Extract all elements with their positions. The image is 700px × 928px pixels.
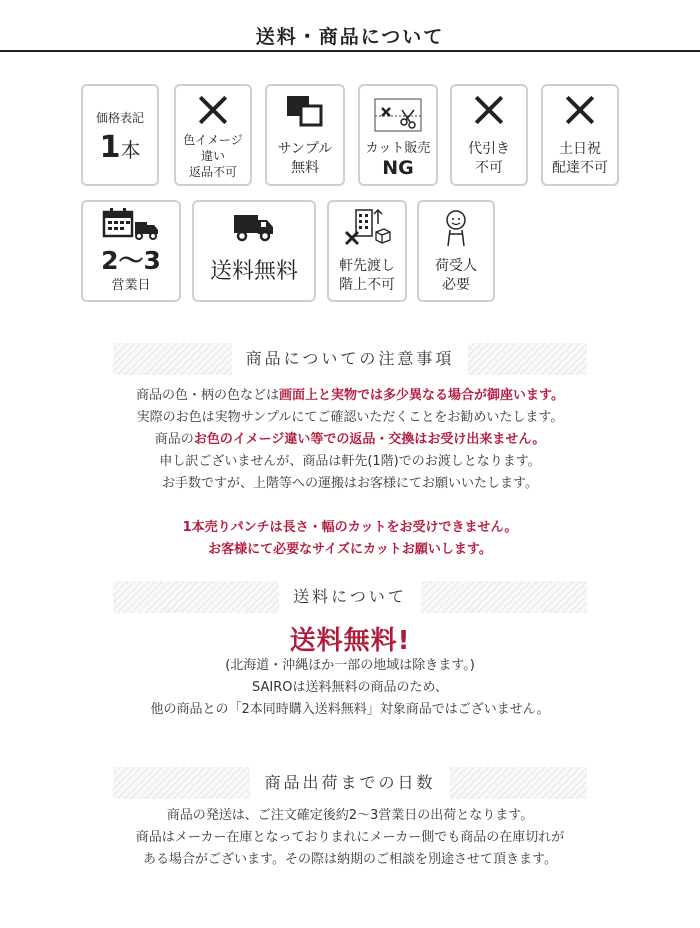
price-label: 価格表記 (95, 111, 144, 125)
truck-icon (232, 212, 276, 242)
receiver-text: 荷受人 必要 (435, 258, 477, 293)
delivery-heading: 商品出荷までの日数 (250, 767, 449, 799)
delivery-heading-band (113, 767, 587, 799)
tile-shipping-days (81, 200, 181, 302)
delivery-line-1: 商品の発送は、ご注文確定後約2〜3営業日の出荷となります。 (166, 808, 534, 823)
building-box-icon (342, 208, 392, 248)
calendar-truck-icon (102, 206, 160, 240)
delivery-line-2: 商品はメーカー在庫となっておりまれにメーカー側でも商品の在庫切れが (135, 830, 565, 845)
title-divider (0, 50, 700, 52)
notice-heading-band (113, 343, 587, 375)
notice-red-line-2: お客様にて必要なサイズにカットお願いします。 (208, 542, 492, 557)
tile-cut-sale-ng (358, 84, 438, 186)
person-icon (441, 208, 471, 248)
shipping-days-label: 営業日 (111, 278, 151, 293)
tile-weekend-no-delivery (541, 84, 619, 186)
notice-line-3-plain: 商品の (154, 432, 194, 447)
notice-line-4: 申し訳ございませんが、商品は軒先(1階)でのお渡しとなります。 (159, 454, 541, 469)
notice-line-3-emphasis: お色のイメージ違い等での返品・交換はお受け出来ません。 (193, 432, 546, 447)
shipping-line-3: 他の商品との「2本同時購入送料無料」対象商品ではございません。 (150, 702, 550, 717)
shipping-heading: 送料について (279, 581, 421, 613)
notice-line-1-plain: 商品の色・柄の色などは (136, 388, 280, 403)
cross-icon (195, 92, 231, 128)
tile-sample-free (265, 84, 345, 186)
tile-color-no-return (174, 84, 252, 186)
cross-icon (562, 92, 598, 128)
sample-free-text: サンプル 無料 (277, 141, 333, 176)
page-title: 送料・商品について (255, 26, 445, 48)
shipping-line-1: (北海道・沖縄ほか一部の地域は除きます。) (225, 658, 475, 673)
notice-line-1 (0, 386, 700, 406)
notice-line-2: 実際のお色は実物サンプルにてご確認いただくことをお勧めいたします。 (136, 410, 564, 425)
notice-line-3 (0, 430, 700, 450)
tile-cod-not-available (450, 84, 528, 186)
delivery-line-3: ある場合がございます。その際は納期のご相談を別途させて頂きます。 (143, 852, 557, 867)
cut-sale-value: NG (382, 157, 414, 179)
shipping-heading-band (113, 581, 587, 613)
tile-doorstep-only (327, 200, 407, 302)
scissors-icon (372, 96, 424, 134)
price-number: 1 (99, 130, 121, 165)
tile-price-unit (81, 84, 159, 186)
free-shipping-headline: 送料無料! (289, 626, 411, 656)
cod-text: 代引き 不可 (468, 141, 510, 176)
price-value (83, 130, 157, 165)
free-shipping-text: 送料無料 (209, 259, 298, 284)
color-no-return-text: 色イメージ 違い 返品不可 (183, 133, 243, 179)
cut-sale-label: カット販売 (365, 141, 431, 156)
squares-icon (285, 94, 325, 128)
tile-free-shipping (192, 200, 316, 302)
cross-icon (471, 92, 507, 128)
notice-line-1-emphasis: 画面上と実物では多少異なる場合が御座います。 (279, 388, 564, 403)
notice-line-5: お手数ですが、上階等への運搬はお客様にてお願いいたします。 (162, 476, 538, 491)
notice-heading: 商品についての注意事項 (232, 343, 469, 375)
notice-red-line-1: 1本売りパンチは長さ・幅のカットをお受けできません。 (182, 520, 518, 535)
shipping-days-value: 2〜3 (101, 246, 161, 275)
price-unit: 本 (120, 138, 141, 162)
weekend-text: 土日祝 配達不可 (552, 141, 608, 176)
tile-receiver-required (417, 200, 495, 302)
shipping-line-2: SAIROは送料無料の商品のため、 (252, 680, 448, 695)
doorstep-text: 軒先渡し 階上不可 (339, 258, 395, 293)
